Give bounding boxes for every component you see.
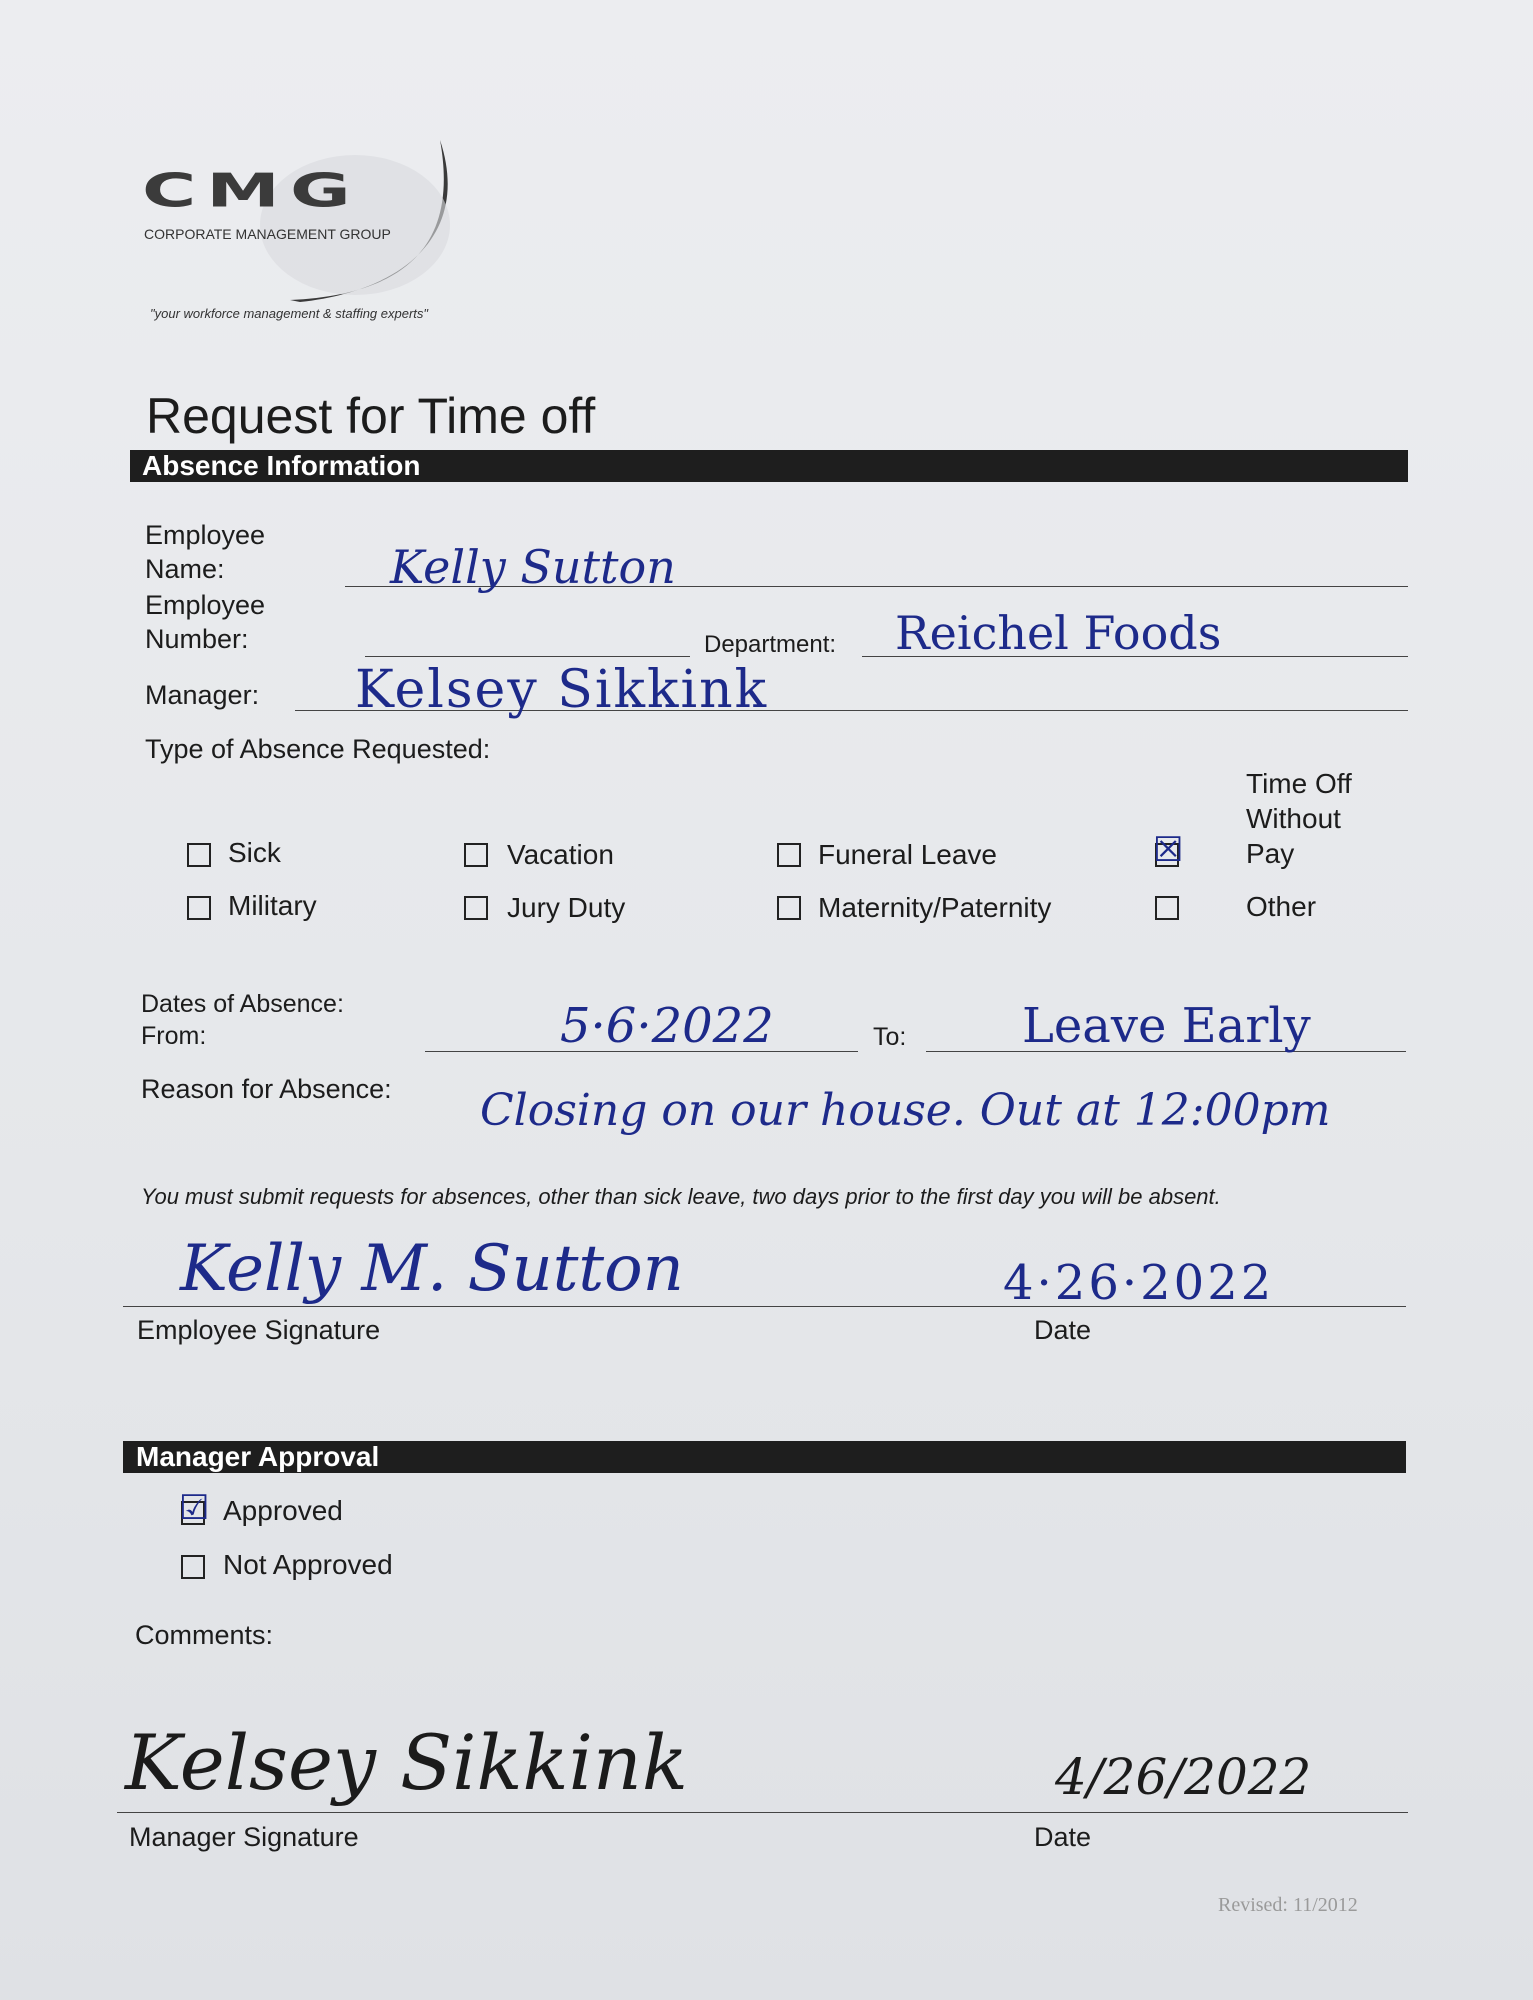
manager-signature-label: Manager Signature: [129, 1822, 359, 1852]
reason-for-absence-label: Reason for Absence:: [141, 1074, 392, 1104]
time-off-label-line2: Without: [1246, 803, 1341, 834]
jury-duty-label: Jury Duty: [507, 892, 626, 923]
sick-label: Sick: [228, 837, 281, 868]
other-checkbox[interactable]: [1155, 896, 1179, 920]
military-checkbox[interactable]: [187, 896, 211, 920]
sick-checkbox[interactable]: [187, 843, 211, 867]
approved-checkbox[interactable]: [179, 1488, 210, 1528]
checkmark-icon: ☑: [179, 1488, 210, 1528]
type-of-absence-label: Type of Absence Requested:: [145, 734, 491, 764]
logo-tagline: "your workforce management & staffing experts": [150, 306, 429, 321]
revised-date: Revised: 11/2012: [1218, 1894, 1358, 1916]
manager-date-label: Date: [1034, 1822, 1092, 1852]
employee-signature-label: Employee Signature: [137, 1315, 381, 1345]
funeral-leave-label: Funeral Leave: [818, 839, 998, 870]
maternity-paternity-label: Maternity/Paternity: [818, 892, 1052, 923]
manager-signature: Kelsey Sikkink: [125, 1718, 688, 1807]
to-date-field[interactable]: Leave Early: [1022, 998, 1311, 1054]
logo-wordmark: CMG: [142, 164, 361, 218]
manager-approval-date[interactable]: 4/26/2022: [1055, 1748, 1312, 1806]
manager-field[interactable]: Kelsey Sikkink: [355, 660, 769, 720]
approved-label: Approved: [223, 1495, 343, 1526]
page-title: Request for Time off: [146, 388, 596, 444]
notice-text: You must submit requests for absences, other than sick leave, two days prior to the first day you will be absent.: [141, 1184, 1221, 1209]
employee-name-label-line1: Employee: [145, 520, 266, 550]
cmg-logo: [140, 130, 460, 310]
employee-signature-date[interactable]: 4·26·2022: [1003, 1255, 1275, 1311]
dates-of-absence-label: Dates of Absence:: [141, 990, 344, 1018]
check-x-icon: ☒: [1153, 830, 1184, 870]
other-label: Other: [1246, 891, 1317, 922]
employee-name-field[interactable]: Kelly Sutton: [390, 540, 676, 594]
absence-information-header: Absence Information: [130, 450, 1408, 482]
employee-number-label-line2: Number:: [145, 624, 249, 654]
military-label: Military: [228, 890, 317, 921]
employee-date-label: Date: [1034, 1315, 1092, 1345]
department-field[interactable]: Reichel Foods: [895, 606, 1222, 660]
time-off-label-line1: Time Off: [1246, 768, 1352, 799]
jury-duty-checkbox[interactable]: [464, 896, 488, 920]
department-label: Department:: [704, 631, 837, 658]
manager-approval-header: Manager Approval: [123, 1441, 1406, 1473]
not-approved-checkbox[interactable]: [181, 1555, 205, 1579]
comments-label: Comments:: [135, 1620, 274, 1650]
to-label: To:: [873, 1023, 907, 1051]
employee-number-line: [365, 656, 690, 657]
maternity-paternity-checkbox[interactable]: [777, 896, 801, 920]
time-off-without-pay-checkbox[interactable]: [1153, 830, 1184, 870]
not-approved-label: Not Approved: [223, 1549, 393, 1580]
from-date-field[interactable]: 5·6·2022: [560, 998, 774, 1054]
logo-swoosh-icon: [140, 130, 460, 310]
manager-label: Manager:: [145, 680, 260, 710]
from-label: From:: [141, 1022, 207, 1050]
vacation-checkbox[interactable]: [464, 843, 488, 867]
reason-field[interactable]: Closing on our house. Out at 12:00pm: [480, 1085, 1331, 1136]
time-off-label-line3: Pay: [1246, 838, 1295, 869]
vacation-label: Vacation: [507, 839, 614, 870]
logo-company-name: CORPORATE MANAGEMENT GROUP: [144, 226, 391, 242]
employee-signature: Kelly M. Sutton: [180, 1232, 684, 1306]
employee-number-label-line1: Employee: [145, 590, 266, 620]
funeral-leave-checkbox[interactable]: [777, 843, 801, 867]
manager-signature-line: [117, 1812, 1408, 1813]
employee-name-label-line2: Name:: [145, 554, 225, 584]
